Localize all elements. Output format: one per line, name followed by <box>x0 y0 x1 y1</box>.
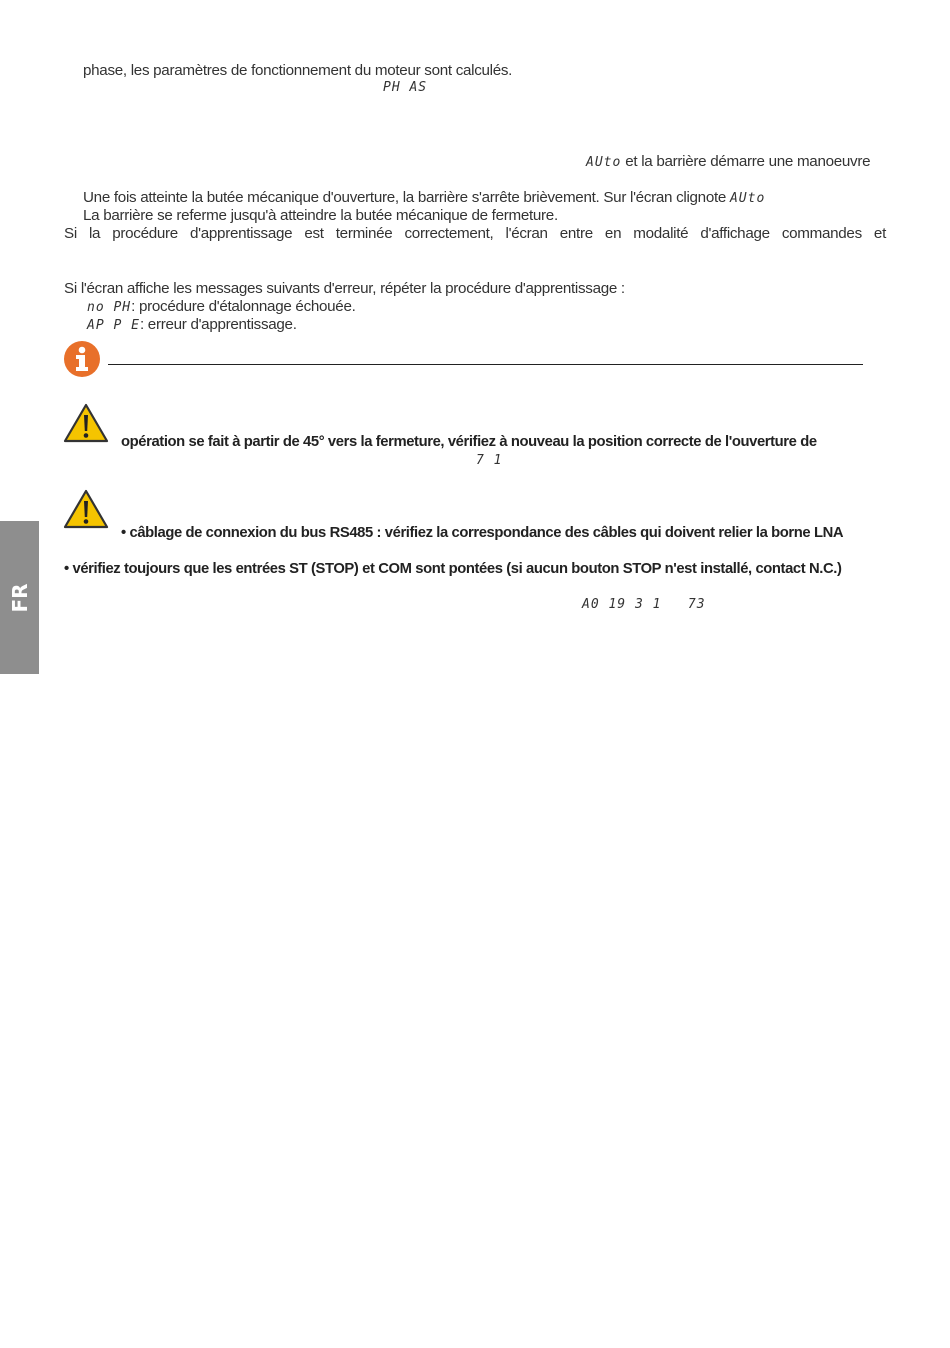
display-code: AUto <box>586 155 622 170</box>
text-fragment: et la barrière démarre une manoeuvre <box>621 153 871 170</box>
text-line: phase, les paramètres de fonctionnement du moteur sont calculés. <box>83 62 513 79</box>
warning-text: • vérifiez toujours que les entrées ST (STOP) et COM sont pontées (si aucun bouton STOP n'est installé, contact N.C.) <box>64 561 842 577</box>
text-line: Si l'écran affiche les messages suivants d'erreur, répéter la procédure d'apprentissage : <box>64 280 625 297</box>
language-tab <box>0 521 39 674</box>
warning-icon <box>63 403 109 443</box>
display-code: AUto <box>729 191 766 206</box>
text-fragment: : erreur d'apprentissage. <box>139 316 297 333</box>
warning-icon <box>63 489 109 529</box>
warning-text: • câblage de connexion du bus RS485 : vérifiez la correspondance des câbles qui doivent relier la borne LNA <box>121 525 844 541</box>
display-code: A0 19 3 1 73 <box>582 597 706 612</box>
text-fragment: : procédure d'étalonnage échouée. <box>131 298 356 315</box>
text-line: Si la procédure d'apprentissage est terminée correctement, l'écran entre en modalité d'affichage commandes et <box>64 225 886 242</box>
display-code: AP P E <box>87 318 140 333</box>
text-fragment: Une fois atteinte la butée mécanique d'ouverture, la barrière s'arrête brièvement. Sur l'écran clignote <box>83 189 730 206</box>
display-code: no PH <box>87 300 132 315</box>
language-label: FR <box>7 582 32 613</box>
text-line <box>83 189 765 208</box>
display-code: PH AS <box>383 80 428 95</box>
display-code: 7 1 <box>476 453 503 468</box>
error-item <box>87 298 356 317</box>
warning-text: opération se fait à partir de 45° vers la fermeture, vérifiez à nouveau la position correcte de l'ouverture de <box>121 434 817 450</box>
text-line <box>586 153 870 172</box>
divider <box>108 364 863 365</box>
text-line: La barrière se referme jusqu'à atteindre la butée mécanique de fermeture. <box>83 207 558 224</box>
error-item <box>87 316 297 335</box>
info-icon <box>63 340 101 378</box>
